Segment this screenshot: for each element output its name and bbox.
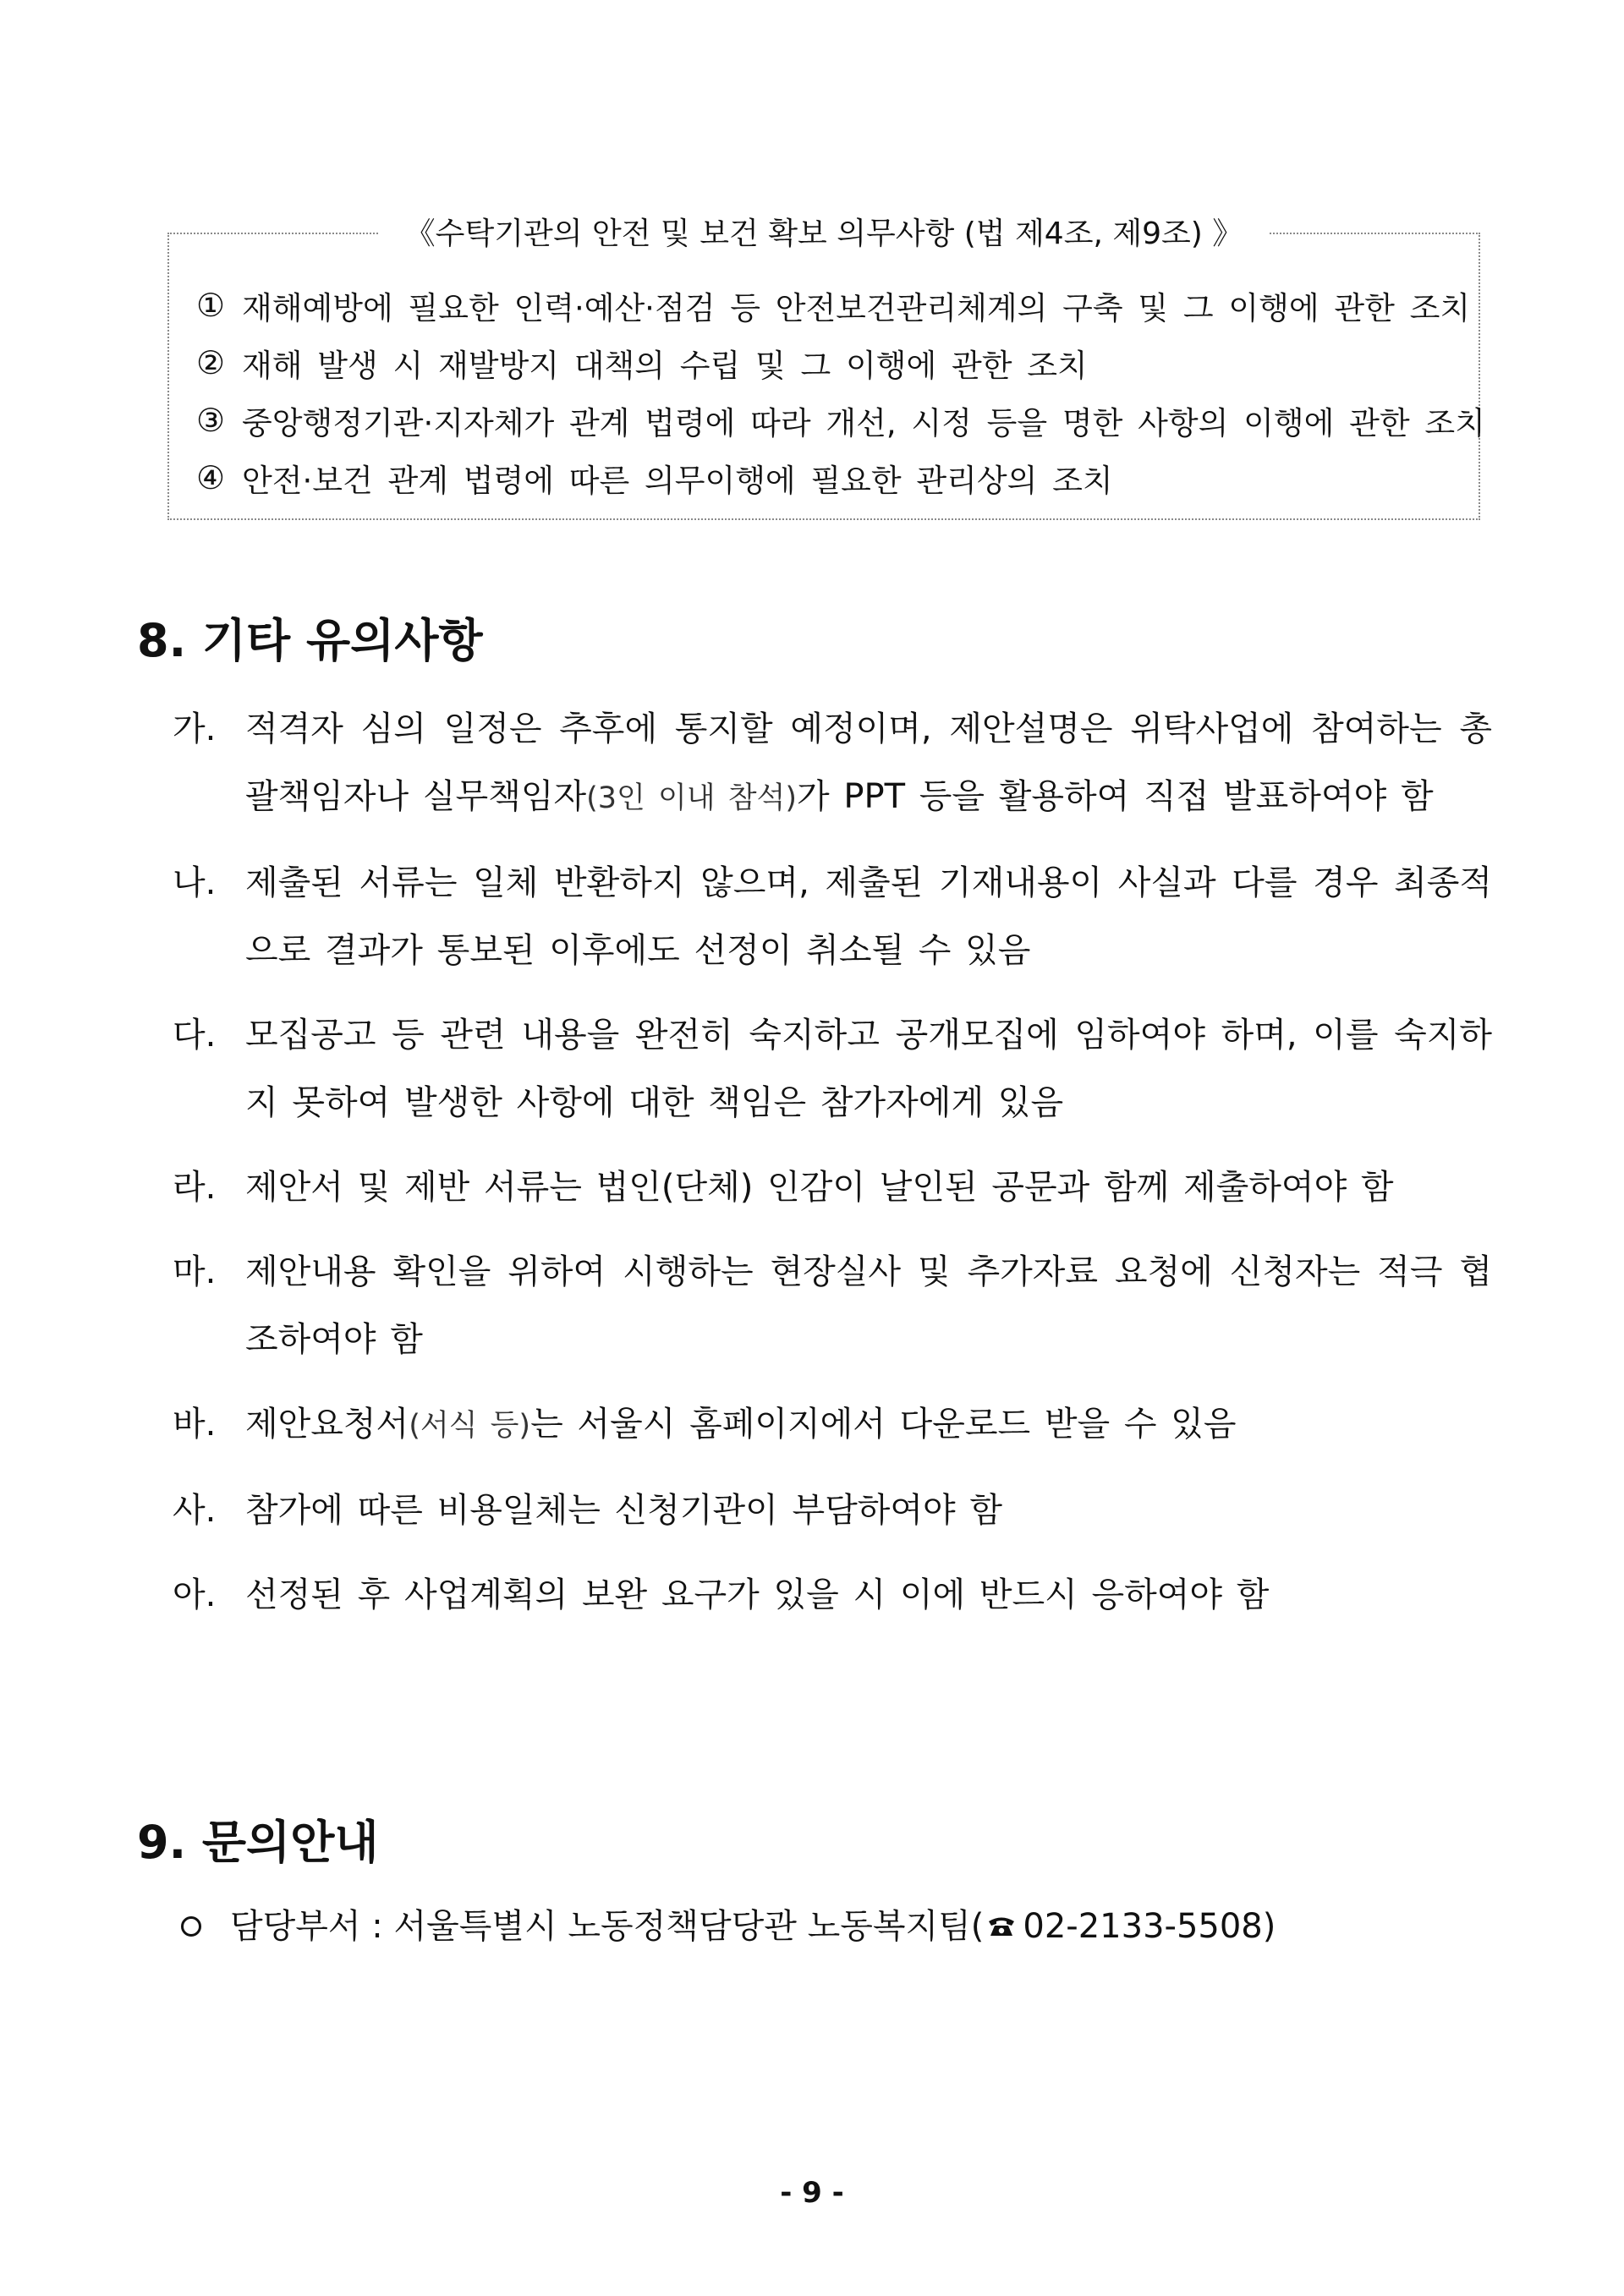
note-text: 제출된 서류는 일체 반환하지 않으며, 제출된 기재내용이 사실과 다를 경우 최종적으로 결과가 통보된 이후에도 선정이 취소될 수 있음 bbox=[245, 863, 1492, 970]
note-text-small: (서식 등) bbox=[409, 1409, 531, 1443]
duty-item-number: ① bbox=[196, 287, 226, 324]
contact-line bbox=[181, 1897, 1276, 1956]
note-marker: 라. bbox=[173, 1168, 217, 1207]
note-text: 선정된 후 사업계획의 보완 요구가 있을 시 이에 반드시 응하여야 함 bbox=[245, 1575, 1270, 1614]
note-marker: 아. bbox=[173, 1575, 217, 1614]
note-item bbox=[173, 1390, 1492, 1460]
section-9-heading: 9. 문의안내 bbox=[137, 1816, 379, 1869]
duty-item-text: 재해예방에 필요한 인력·예산·점검 등 안전보건관리체계의 구축 및 그 이행에 관한 조치 bbox=[242, 290, 1471, 326]
page-number: - 9 - bbox=[780, 2176, 844, 2210]
note-marker: 바. bbox=[173, 1405, 217, 1444]
note-text bbox=[245, 1390, 1492, 1460]
note-marker: 다. bbox=[173, 1016, 217, 1055]
note-text-part: 적격자 심의 일정은 추후에 통지할 예정이며, 제안설명은 위탁사업에 참여하는 총괄책임자나 실무책임자 bbox=[245, 710, 1492, 816]
note-text: 제안내용 확인을 위하여 시행하는 현장실사 및 추가자료 요청에 신청자는 적극 협조하여야 함 bbox=[245, 1252, 1492, 1359]
note-text: 참가에 따른 비용일체는 신청기관이 부담하여야 함 bbox=[245, 1491, 1003, 1530]
note-text: 모집공고 등 관련 내용을 완전히 숙지하고 공개모집에 임하여야 하며, 이를 숙지하지 못하여 발생한 사항에 대한 책임은 참가자에게 있음 bbox=[245, 1016, 1492, 1122]
duty-item bbox=[196, 449, 1462, 507]
duty-box-title-wrap bbox=[169, 211, 1479, 257]
note-item bbox=[173, 1561, 1492, 1629]
note-item bbox=[173, 849, 1492, 984]
contact-phone: 02-2133-5508 bbox=[1023, 1907, 1263, 1946]
duty-item bbox=[196, 277, 1471, 334]
duty-item-number: ② bbox=[196, 344, 226, 381]
note-marker: 나. bbox=[173, 863, 217, 902]
note-item bbox=[173, 1238, 1492, 1373]
note-text-part: 제안요청서 bbox=[245, 1405, 409, 1444]
contact-close: ) bbox=[1262, 1907, 1276, 1946]
bullet-circle-icon bbox=[181, 1916, 201, 1937]
note-item bbox=[173, 1001, 1492, 1137]
note-text-part: 는 서울시 홈페이지에서 다운로드 받을 수 있음 bbox=[530, 1405, 1237, 1444]
duty-item bbox=[196, 334, 1462, 392]
note-item bbox=[173, 1153, 1492, 1221]
duty-item-text: 안전·보건 관계 법령에 따른 의무이행에 필요한 관리상의 조치 bbox=[242, 463, 1113, 499]
phone-icon bbox=[985, 1897, 1018, 1956]
note-text: 제안서 및 제반 서류는 법인(단체) 인감이 날인된 공문과 함께 제출하여야 함 bbox=[245, 1168, 1394, 1207]
duty-item-number: ③ bbox=[196, 402, 226, 439]
note-text bbox=[245, 695, 1492, 832]
duty-list bbox=[196, 277, 1485, 507]
notes-list bbox=[173, 695, 1492, 1646]
duty-box-title: 《수탁기관의 안전 및 보건 확보 의무사항 (법 제4조, 제9조) 》 bbox=[378, 211, 1270, 257]
note-text-part: 가 PPT 등을 활용하여 직접 발표하여야 함 bbox=[797, 777, 1434, 816]
note-marker: 사. bbox=[173, 1491, 217, 1530]
duty-box bbox=[167, 216, 1485, 520]
duty-item-text: 재해 발생 시 재발방지 대책의 수립 및 그 이행에 관한 조치 bbox=[242, 348, 1088, 384]
note-text-small: (3인 이내 참석) bbox=[586, 781, 798, 815]
duty-item-number: ④ bbox=[196, 459, 226, 496]
note-item bbox=[173, 1477, 1492, 1544]
note-marker: 마. bbox=[173, 1252, 217, 1291]
note-item bbox=[173, 695, 1492, 832]
section-8-heading: 8. 기타 유의사항 bbox=[137, 614, 483, 667]
note-marker: 가. bbox=[173, 710, 217, 748]
duty-item bbox=[196, 392, 1485, 449]
contact-label: 담당부서 : 서울특별시 노동정책담당관 노동복지팀( bbox=[230, 1907, 985, 1946]
duty-item-text: 중앙행정기관·지자체가 관계 법령에 따라 개선, 시정 등을 명한 사항의 이행에 관한 조치 bbox=[242, 405, 1485, 441]
